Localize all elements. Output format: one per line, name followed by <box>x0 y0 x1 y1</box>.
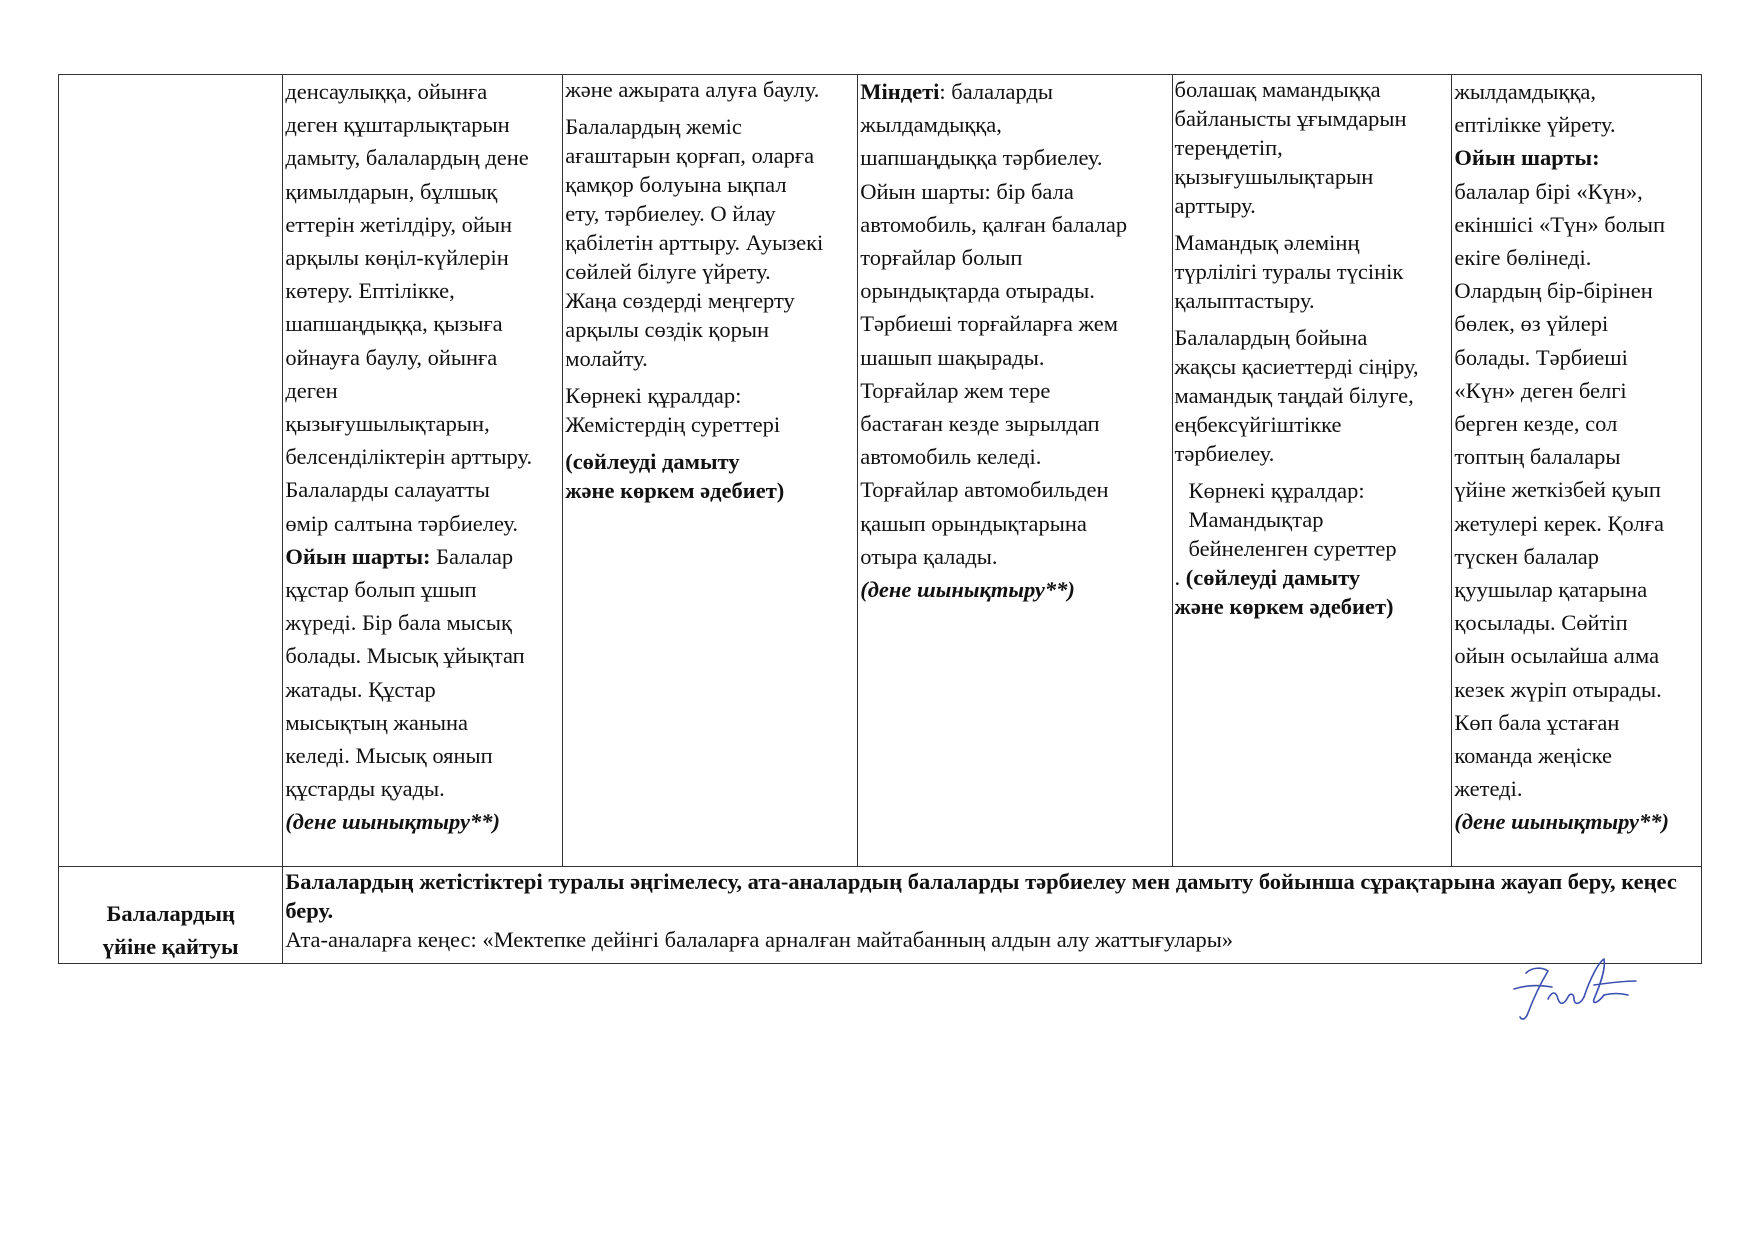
cell-col2 <box>283 75 563 867</box>
col5-para2: Мамандық әлемінң түрлілігі туралы түсінік қалыптастыру. <box>1174 230 1404 313</box>
col5-para1: болашақ мамандыққа байланысты ұғымдарын тереңдетіп, қызығушылықтарын арттыру. <box>1174 77 1407 218</box>
game-rule-label: Ойын шарты: <box>1454 145 1600 171</box>
col3-visuals: Көрнекі құралдар: Жемістердің суреттері <box>565 383 781 437</box>
subject-tag: (дене шынықтыру**) <box>285 809 500 835</box>
handwritten-signature-icon <box>1508 955 1638 1035</box>
col2-game-rule: Ойын шарты: Балалар құстар болып ұшып жүреді. Бір бала мысық болады. Мысық ұйықтап жатады. Құстар мысықтың жанына келеді. Мысық оянып құстарды қуады. <box>285 543 525 802</box>
cell-col4: Міндеті: балаларды жылдамдыққа, шапшаңдыққа тәрбиелеу. Ойын шарты: бір бала автомобиль, қалған балалар торғайлар болып орындықтарда отырады. Тәрбиеші торғайларға жем шашып шақырады. Торғайлар жем тере бастаған кезде зырылдап автомобиль келеді. Торғайлар автомобильден қашып орындықтарына отыра қалады. (дене шынықтыру**) <box>858 75 1172 867</box>
col5-para3: Балалардың бойына жақсы қасиеттерді сіңіру, мамандық таңдай білуге, еңбексүйгіштікке тәрбиелеу. <box>1174 325 1419 466</box>
cell-col5 <box>1172 75 1452 867</box>
activity-row <box>59 75 1702 867</box>
conversation-text: Балалардың жетістіктері туралы әңгімелесу, ата-аналардың балаларды тәрбиелеу мен дамыту бойынша сұрақтарына жауап беру, кеңес беру. <box>285 869 1677 923</box>
row-label-going-home: Балалардың үйіне қайтуы <box>59 867 283 964</box>
cell-col6: жылдамдыққа, ептілікке үйрету. Ойын шарты: балалар бірі «Күн», екіншісі «Түн» болып екіге бөлінеді. Олардың бір-бірінен бөлек, өз үйлері болады. Тәрбиеші «Күн» деген белгі берген кезде, сол топтың балалары үйіне жеткізбей қуып жетулері керек. Қолға түскен балалар қуушылар қатарына қосылады. Сөйтіп ойын осылайша алма кезек жүріп отырады. Көп бала ұстаған команда жеңіске жетеді. (дене шынықтыру**) <box>1452 75 1702 867</box>
parents-advice: Ата-аналарға кеңес: «Мектепке дейінгі балаларға арналған майтабанның алдын алу жаттығулары» <box>285 927 1234 952</box>
col3-goals: Балалардың жеміс ағаштарын қорғап, оларға қамқор болуына ықпал ету, тәрбиелеу. О йлау қабілетін арттыру. Ауызекі сөйлей білуге үйрету. Жаңа сөздерді меңгерту арқылы сөздік қорын молайту. <box>565 114 824 371</box>
going-home-row <box>59 867 1702 964</box>
going-home-content <box>283 867 1702 964</box>
subject-tag: (дене шынықтыру**) <box>860 577 1075 603</box>
col5-visuals: Көрнекі құралдар: Мамандықтар бейнеленген суреттер <box>1188 478 1397 561</box>
subject-tag: . (сөйлеуді дамыту және көркем әдебиет) <box>1174 565 1394 619</box>
game-rule-label: Ойын шарты: <box>285 543 431 569</box>
cell-col3: және ажырата алуға баулу. Балалардың жеміс ағаштарын қорғап, оларға қамқор болуына ықпал ету, тәрбиелеу. О йлау қабілетін арттыру. Ауызекі сөйлей білуге үйрету. Жаңа сөздерді меңгерту арқылы сөздік қорын молайту. Көрнекі құралдар: Жемістердің суреттері (сөйлеуді дамыту және көркем әдебиет) <box>563 75 858 867</box>
task-label: Міндеті <box>860 79 940 104</box>
row-label-cell <box>59 75 283 867</box>
subject-tag: (сөйлеуді дамыту және көркем әдебиет) <box>565 449 785 503</box>
plan-table <box>58 74 1702 964</box>
col2-lines: денсаулыққа, ойынға деген құштарлықтарын дамыту, балалардың дене қимылдарын, бұлшық еттерін жетілдіру, ойын арқылы көңіл-күйлерін көтеру. Ептілікке, шапшаңдыққа, қызыға ойнауға баулу, ойынға деген қызығушылықтарын, белсенділіктерін арттыру. Балаларды салауатты өмір салтына тәрбиелеу. <box>285 79 533 536</box>
subject-tag: (дене шынықтыру**) <box>1454 809 1670 835</box>
